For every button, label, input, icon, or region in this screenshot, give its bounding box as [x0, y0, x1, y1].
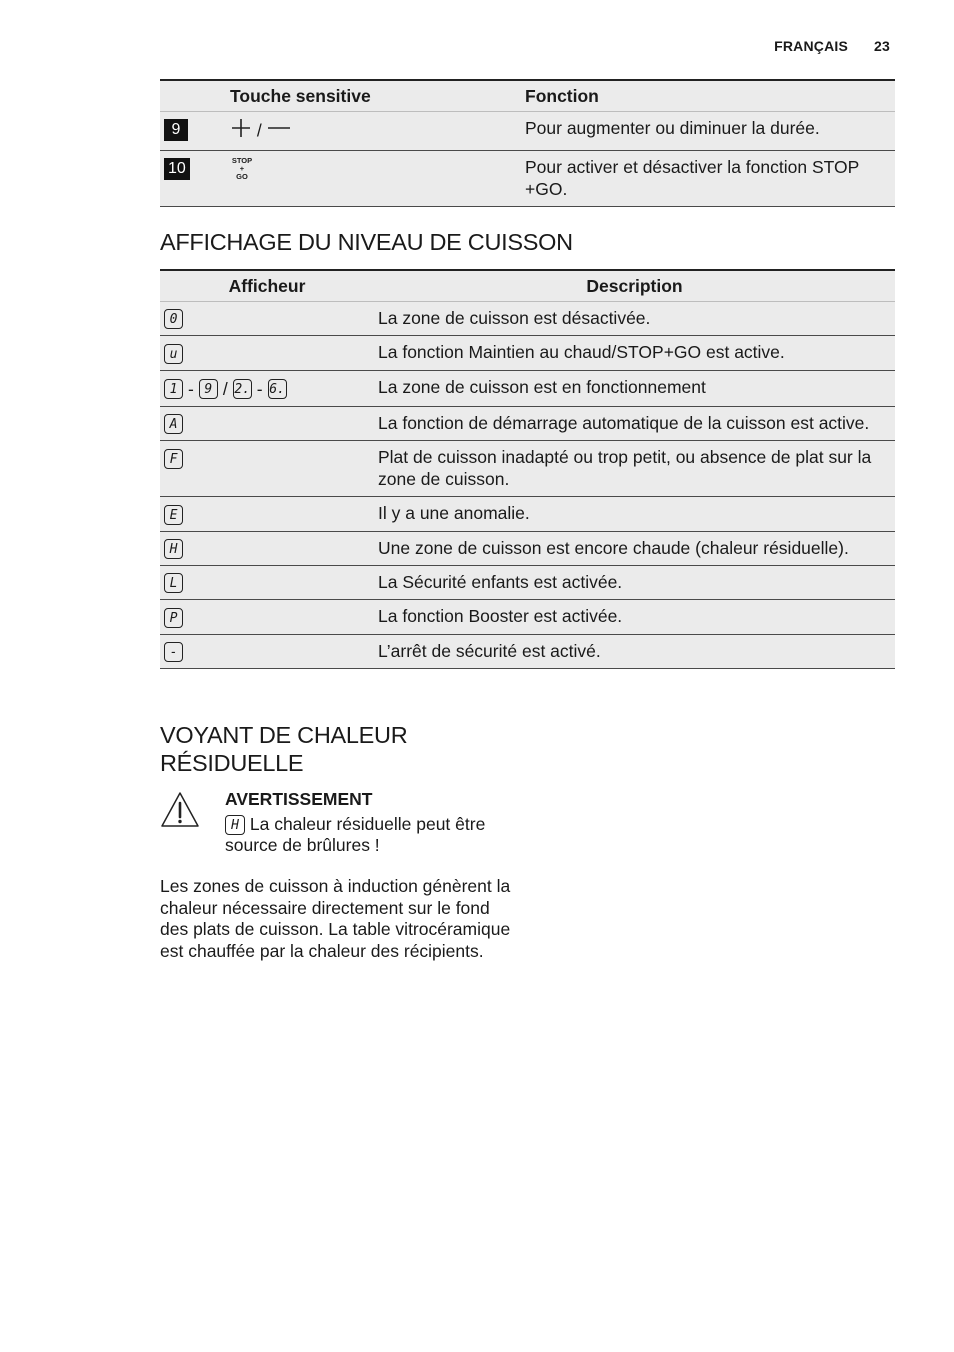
display-symbol: 0: [164, 309, 183, 329]
description-text: La fonction Booster est activée.: [374, 600, 895, 634]
table-row: [160, 336, 895, 370]
table-row: [160, 531, 895, 565]
table-row: [160, 565, 895, 599]
description-text: La fonction Maintien au chaud/STOP+GO est active.: [374, 336, 895, 370]
warning-text: La chaleur résiduelle peut être source de brûlures !: [225, 814, 486, 856]
warning-triangle-icon: [160, 791, 200, 834]
key-symbol: [226, 112, 521, 151]
display-table-container: [160, 269, 895, 669]
row-number: 10: [164, 158, 190, 180]
page-header: [774, 38, 890, 54]
table-row: [160, 112, 895, 151]
column-header-display: Afficheur: [160, 270, 374, 302]
display-symbol: L: [164, 573, 183, 593]
description-text: La zone de cuisson est en fonctionnement: [374, 370, 895, 406]
description-text: Une zone de cuisson est encore chaude (chaleur résiduelle).: [374, 531, 895, 565]
table-row: [160, 497, 895, 531]
table-row: [160, 370, 895, 406]
table-row: [160, 302, 895, 336]
table-row: [160, 634, 895, 668]
column-header-description: Description: [374, 270, 895, 302]
description-text: La zone de cuisson est désactivée.: [374, 302, 895, 336]
table-header-row: [160, 270, 895, 302]
table-row: [160, 406, 895, 440]
key-function-table-container: [160, 79, 895, 207]
section-title-line2: RÉSIDUELLE: [160, 750, 304, 776]
language-label: FRANÇAIS: [774, 38, 849, 54]
column-header-function: Fonction: [521, 80, 895, 112]
display-symbol-range: 1 - 9 / 2. - 6.: [164, 378, 287, 400]
column-header-key: Touche sensitive: [226, 80, 521, 112]
table-row: [160, 600, 895, 634]
plus-icon: [230, 117, 252, 144]
key-separator: /: [256, 120, 262, 141]
description-text: Il y a une anomalie.: [374, 497, 895, 531]
stop-go-icon: STOP + GO: [226, 151, 521, 207]
function-text: Pour activer et désactiver la fonction STOP +GO.: [521, 151, 895, 207]
section-title-line1: VOYANT DE CHALEUR: [160, 722, 408, 748]
table-row: [160, 151, 895, 207]
description-text: La fonction de démarrage automatique de la cuisson est active.: [374, 406, 895, 440]
section-title-block: [160, 721, 895, 777]
description-text: L’arrêt de sécurité est activé.: [374, 634, 895, 668]
display-symbol: -: [164, 642, 183, 662]
display-symbol: H: [164, 539, 183, 559]
display-symbol: u: [164, 344, 183, 364]
display-symbol: E: [164, 505, 183, 525]
display-table: [160, 269, 895, 669]
key-function-table: [160, 79, 895, 207]
warning-title: AVERTISSEMENT: [225, 789, 373, 809]
table-header-row: [160, 80, 895, 112]
body-paragraph: Les zones de cuisson à induction génèrent la chaleur nécessaire directement sur le fond des plats de cuisson. La table vitrocéramique est chauffée par la chaleur des récipients.: [160, 876, 511, 961]
description-text: Plat de cuisson inadapté ou trop petit, ou absence de plat sur la zone de cuisson.: [374, 441, 895, 497]
minus-icon: [267, 117, 291, 144]
page-number: 23: [874, 38, 890, 54]
display-symbol: A: [164, 414, 183, 434]
function-text: Pour augmenter ou diminuer la durée.: [521, 112, 895, 151]
display-symbol: P: [164, 608, 183, 628]
table-row: [160, 441, 895, 497]
display-symbol: H: [225, 815, 245, 835]
row-number: 9: [164, 119, 188, 141]
description-text: La Sécurité enfants est activée.: [374, 565, 895, 599]
display-symbol: F: [164, 449, 183, 469]
section-title: AFFICHAGE DU NIVEAU DE CUISSON: [160, 229, 573, 255]
warning-text-block: [225, 789, 525, 856]
